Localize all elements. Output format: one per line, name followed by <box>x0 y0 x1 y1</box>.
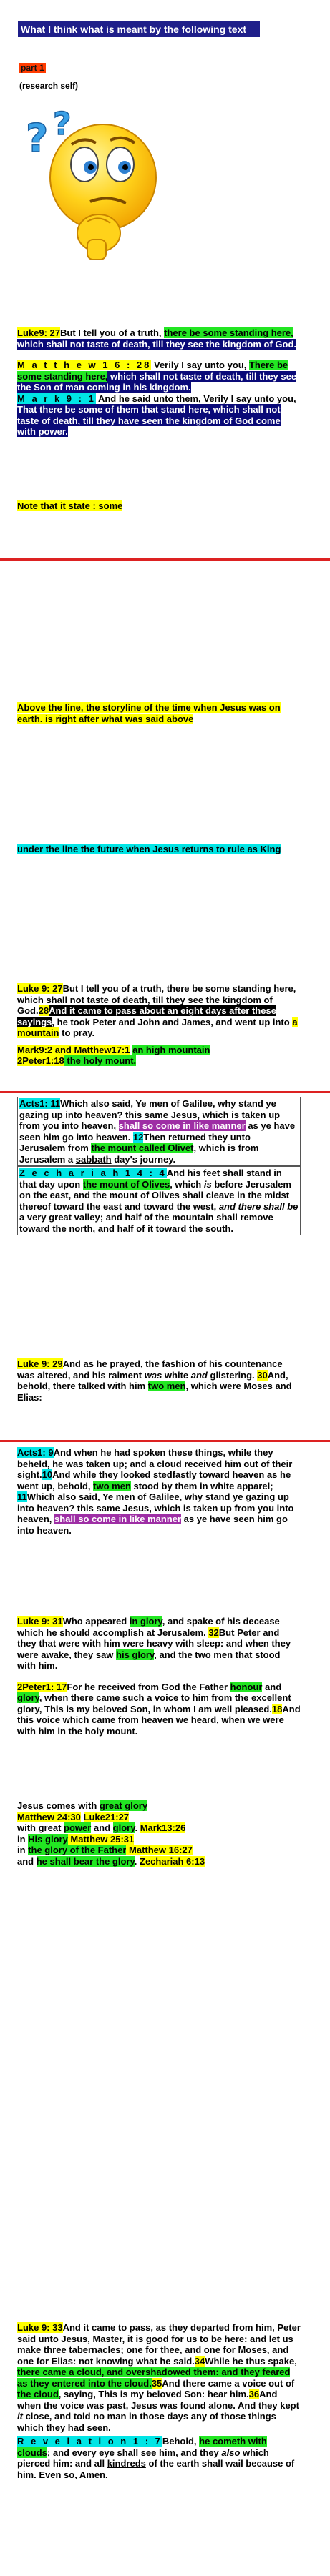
explanation-above: Above the line, the storyline of the time when Jesus was on earth. is right after what was said above <box>17 702 281 724</box>
explanation-below: under the line the future when Jesus returns to rule as King <box>17 844 281 854</box>
section-1 <box>17 327 301 438</box>
section-3 <box>17 1097 301 1235</box>
red-divider-line <box>0 1440 330 1442</box>
section-4 <box>17 1358 301 1403</box>
question-mark-icon: ? <box>26 116 49 161</box>
acts-1-9-11-verse: Acts1: 9And when he had spoken these things, while they beheld, he was taken up; and a cloud received him out of their sight.10And while they looked stedfastly toward heaven as he went up, behold, two men stood by them in white apparel; 11Which also said, Ye men of Galilee, why stand ye gazing up into heaven? this same Jesus, which is taken up from you into heaven, shall so come in like manner as ye have seen him go into heaven. <box>17 1447 294 1536</box>
red-divider-line <box>0 558 330 561</box>
luke-9-31-32-verse: Luke 9: 31Who appeared in glory, and spake of his decease which he should accomplish at Jerusalem. 32But Peter and they that were with him were heavy with sleep: and when they were awake, they saw his glory, and the two men that stood with him. <box>17 1616 291 1671</box>
section-8 <box>17 2322 301 2480</box>
luke-9-27-28-verse: Luke 9: 27But I tell you of a truth, there be some standing here, which shall not taste of death, till they see the kingdom of God.28And it came to pass about an eight days after these sayings, he took Peter and John and James, and went up into a mountain to pray. <box>17 983 298 1038</box>
mark-matthew-ref: Mark9:2 and Matthew17:1 an high mountain <box>17 1044 210 1055</box>
thinking-smiley-icon <box>19 107 162 261</box>
acts-1-11-verse: Acts1: 11Which also said, Ye men of Galilee, why stand ye gazing up into heaven? this same Jesus, which is taken up from you into heaven, shall so come in like manner as ye have seen him go into heaven. 12Then returned they unto Jerusalem from the mount called Olivet, which is from Jerusalem a sabbath day's journey. <box>17 1097 301 1166</box>
luke-9-33-36-verse: Luke 9: 33And it came to pass, as they departed from him, Peter said unto Jesus, Master, it is good for us to be here: and let us make three tabernacles; one for thee, and one for Moses, and one for Elias: not knowing what he said.34While he thus spake, there came a cloud, and overshadowed them: and they feared as they entered into the cloud.35And there came a voice out of the cloud, saying, This is my beloved Son: hear him.36And when the voice was past, Jesus was found alone. And they kept it close, and told no man in those days any of those things which they had seen. <box>17 2322 301 2433</box>
research-label: (research self) <box>19 81 79 91</box>
luke-9-27-verse: Luke9: 27But I tell you of a truth, there be some standing here, which shall not taste of death, till they see the kingdom of God. <box>17 327 297 350</box>
section-7: Jesus comes with great glory Matthew 24:30 Luke21:27 with great power and glory. Mark13:26 in His glory Matthew 25:31 in the glory of the Father Matthew 16:27 and he shall bear the glory. Zechariah 6:13 <box>17 1800 301 1867</box>
part-label: part 1 <box>21 63 44 73</box>
section-5 <box>17 1447 301 1536</box>
red-divider-line <box>0 1091 330 1093</box>
glory-references: Jesus comes with great glory <box>17 1800 148 1811</box>
zechariah-14-4-verse: Z e c h a r i a h 1 4 : 4And his feet shall stand in that day upon the mount of Olives, which is before Jerusalem on the east, and the mount of Olives shall cleave in the midst thereof toward the east and toward the west, and there shall be a very great valley; and half of the mountain shall remove toward the north, and half of it toward the south. <box>17 1166 301 1235</box>
question-mark-icon: ? <box>53 107 72 142</box>
peter-1-17-18-verse: 2Peter1: 17For he received from God the Father honour and glory, when there came such a voice to him from the excellent glory, This is my beloved Son, in whom I am well pleased.18And this voice which came from heaven we heard, when we were with him in the holy mount. <box>17 1681 301 1737</box>
revelation-1-7-verse: R e v e l a t i o n 1 : 7Behold, he cometh with clouds; and every eye shall see him, and they also which pierced him: and all kindreds of the earth shall wail because of him. Even so, Amen. <box>17 2436 295 2480</box>
peter-ref: 2Peter1:18 the holy mount. <box>17 1055 137 1066</box>
section-2 <box>17 983 301 1067</box>
page-title: What I think what is meant by the following text <box>18 21 260 37</box>
mark-9-1-verse: M a r k 9 : 1 And he said unto them, Verily I say unto you, That there be some of them that stand here, which shall not taste of death, till they have seen the kingdom of God come with power. <box>17 393 296 437</box>
matthew-16-28-verse: M a t t h e w 1 6 : 28 Verily I say unto you, There be some standing here, which shall not taste of death, till they see the Son of man coming in his kingdom. <box>17 360 297 393</box>
section-6 <box>17 1616 301 1737</box>
luke-9-29-30-verse: Luke 9: 29And as he prayed, the fashion of his countenance was altered, and his raiment was white and glistering. 30And, behold, there talked with him two men, which were Moses and Elias: <box>17 1358 292 1403</box>
note-text: Note that it state : some <box>17 500 123 511</box>
